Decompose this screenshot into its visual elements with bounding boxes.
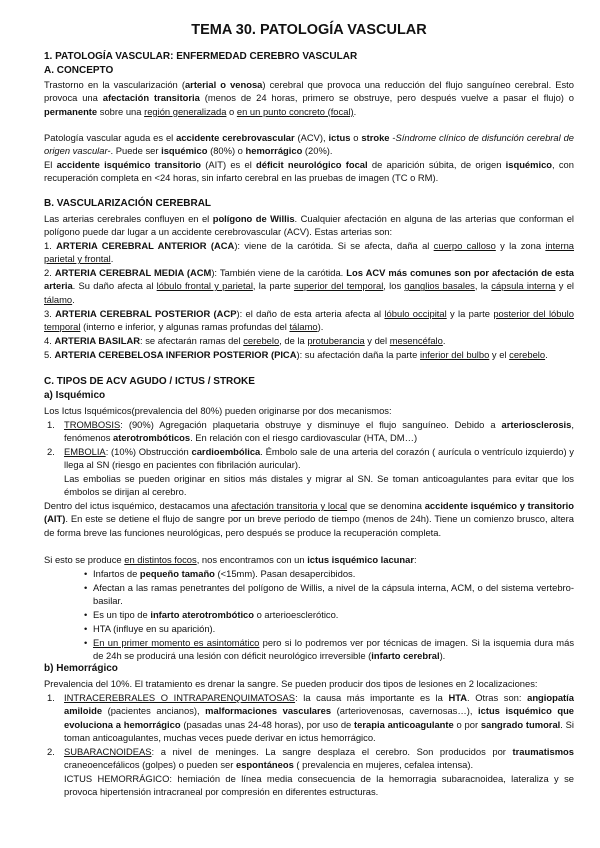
isquemico-intro: Los Ictus Isquémicos(prevalencia del 80%) pueden originarse por dos mecanismos: (44, 405, 392, 416)
hemorragico-item-1 (47, 691, 575, 744)
bullet-icon: • (84, 623, 88, 634)
bullet-icon: • (84, 609, 88, 620)
artery-item-1: 1. ARTERIA CEREBRAL ANTERIOR (ACA): viene de la carótida. Si se afecta, daña al cuerpo calloso y la zona interna parietal y frontal. (44, 240, 575, 265)
item-number: 1. (47, 692, 55, 703)
item-number: 1. (47, 419, 55, 430)
item-text: EMBOLIA: (10%) Obstrucción cardioembólica. Émbolo sale de una arteria del corazón ( aurícula o ventrículo izquierdo) y llega al SN (riesgo en pacientes con fibrilación auricular). (64, 446, 574, 471)
ictus-hemorragico-paragraph: ICTUS HEMORRÁGICO: hemiación de línea media consecuencia de la hemorragia subaracnoidea, lateraliza y se provoca hipertensión intracraneal por compresión en diferentes estructuras. (64, 773, 574, 798)
hemorragico-heading: b) Hemorrágico (44, 663, 118, 674)
tipos-acv-heading: C. TIPOS DE ACV AGUDO / ICTUS / STROKE (44, 376, 255, 387)
page-title: TEMA 30. PATOLOGÍA VASCULAR (191, 22, 427, 38)
concepto-paragraph-3: El accidente isquémico transitorio (AIT) es el déficit neurológico focal de aparición súbita, de origen isquémico, con recuperación completa en <24 horas, sin infarto cerebral en las pruebas de imagen (TC o RM). (44, 159, 574, 184)
hemorragico-intro: Prevalencia del 10%. El tratamiento es drenar la sangre. Se pueden producir dos tipos de lesiones en 2 localizaciones: (44, 678, 538, 689)
bullet-icon: • (84, 568, 88, 579)
lacunar-intro: Si esto se produce en distintos focos, nos encontramos con un ictus isquémico lacunar: (44, 554, 417, 565)
concepto-heading: A. CONCEPTO (44, 65, 114, 76)
item-text: SUBARACNOIDEAS: a nivel de meninges. La sangre desplaza el cerebro. Son producidos por traumatismos craneoencefálicos (golpes) o pueden ser espontáneos ( prevalencia en mujeres, cefalea intensa). (64, 746, 574, 771)
item-number: 2. (47, 446, 55, 457)
item-text: INTRACEREBRALES O INTRAPARENQUIMATOSAS: la causa más importante es la HTA. Otras son: angiopatía amiloide (pacientes ancianos), malformaciones vasculares (arteriovenosas, cavernosas…), ictus isquémico que evoluciona a hemorrágico (pasadas unas 24-48 horas), por uso de terapia anticoagulante o por sangrado tumoral. Si toman anticoagulantes, muchas veces puede derivar en ictus hemorrágico. (64, 692, 575, 743)
lacunar-bullet-1 (84, 567, 574, 580)
item-number: 2. (47, 746, 55, 757)
bullet-text: En un primer momento es asintomático pero si lo podremos ver por técnicas de imagen. Si la isquemia dura más de 24h se producirá una lesión con déficit neurológico irreversible (infarto cerebral). (93, 637, 575, 662)
isquemico-item-2 (47, 445, 574, 472)
bullet-text: Infartos de pequeño tamaño (<15mm). Pasan desapercibidos. (93, 568, 356, 579)
lacunar-bullet-5 (84, 636, 575, 663)
section-1-heading: 1. PATOLOGÍA VASCULAR: ENFERMEDAD CEREBRO VASCULAR (44, 51, 358, 62)
ait-paragraph: Dentro del ictus isquémico, destacamos una afectación transitoria y local que se denomina accidente isquémico y transitorio (AIT). En este se detiene el flujo de sangre por un breve periodo de tiempo (menos de 24h). Tiene un comienzo brusco, altera de forma breve las funciones neurológicas, pero después se produce la recuperación completa. (44, 500, 574, 538)
bullet-icon: • (84, 582, 88, 593)
bullet-text: HTA (influye en su aparición). (93, 623, 216, 634)
lacunar-bullet-4 (84, 622, 574, 635)
hemorragico-item-2 (47, 745, 574, 772)
artery-item-5: 5. ARTERIA CEREBELOSA INFERIOR POSTERIOR (PICA): su afectación daña la parte inferior del bulbo y el cerebelo. (44, 349, 548, 360)
isquemico-heading: a) Isquémico (44, 390, 106, 401)
artery-item-2: 2. ARTERIA CEREBRAL MEDIA (ACM): También viene de la carótida. Los ACV más comunes son por afectación de esta arteria. Su daño afecta al lóbulo frontal y parietal, la parte superior del temporal, los ganglios basales, la cápsula interna y el tálamo. (44, 267, 574, 305)
vascularizacion-paragraph: Las arterias cerebrales confluyen en el polígono de Willis. Cualquier afectación en alguna de las arterias que conforman el polígono puede dar lugar a un accidente cerebrovascular (ACV). Estas arterias son: (44, 213, 574, 238)
lacunar-bullet-2 (84, 581, 574, 608)
bullet-icon: • (84, 637, 88, 648)
concepto-paragraph-1: Trastorno en la vascularización (arterial o venosa) cerebral que provoca una reducción del flujo sanguíneo cerebral. Esto provoca una afectación transitoria (menos de 24 horas, primero se obstruye, pero después vuelve a pasar el flujo) o permanente sobre una región generalizada o en un punto concreto (focal). (44, 79, 574, 117)
bullet-text: Es un tipo de infarto aterotrombótico o arterioesclerótico. (93, 609, 339, 620)
artery-item-4: 4. ARTERIA BASILAR: se afectarán ramas del cerebelo, de la protuberancia y del mesencéfalo. (44, 335, 446, 346)
lacunar-bullet-3 (84, 608, 574, 621)
isquemico-item-1 (47, 418, 574, 445)
artery-item-3: 3. ARTERIA CEREBRAL POSTERIOR (ACP): el daño de esta arteria afecta al lóbulo occipital y la parte posterior del lóbulo temporal (interno e inferior, y algunas ramas profundas del tálamo). (44, 308, 574, 333)
embolia-extra-paragraph: Las embolias se pueden originar en sitios más distales y migrar al SN. Se toman anticoagulantes para evitar que los émbolos se dirijan al cerebro. (64, 473, 574, 498)
item-text: TROMBOSIS: (90%) Agregación plaquetaria obstruye y disminuye el flujo sanguíneo. Debido a arteriosclerosis, fenómenos aterotrombóticos. En relación con el riesgo cardiovascular (HTA, DM…) (64, 419, 574, 444)
concepto-paragraph-2: Patología vascular aguda es el accidente cerebrovascular (ACV), ictus o stroke -Síndrome clínico de disfunción cerebral de origen vascular-. Puede ser isquémico (80%) o hemorrágico (20%). (44, 132, 574, 157)
bullet-text: Afectan a las ramas penetrantes del polígono de Willis, a nivel de la cápsula interna, ACM, o del sistema vertebro-basilar. (93, 582, 574, 607)
vascularizacion-heading: B. VASCULARIZACIÓN CEREBRAL (44, 198, 212, 209)
